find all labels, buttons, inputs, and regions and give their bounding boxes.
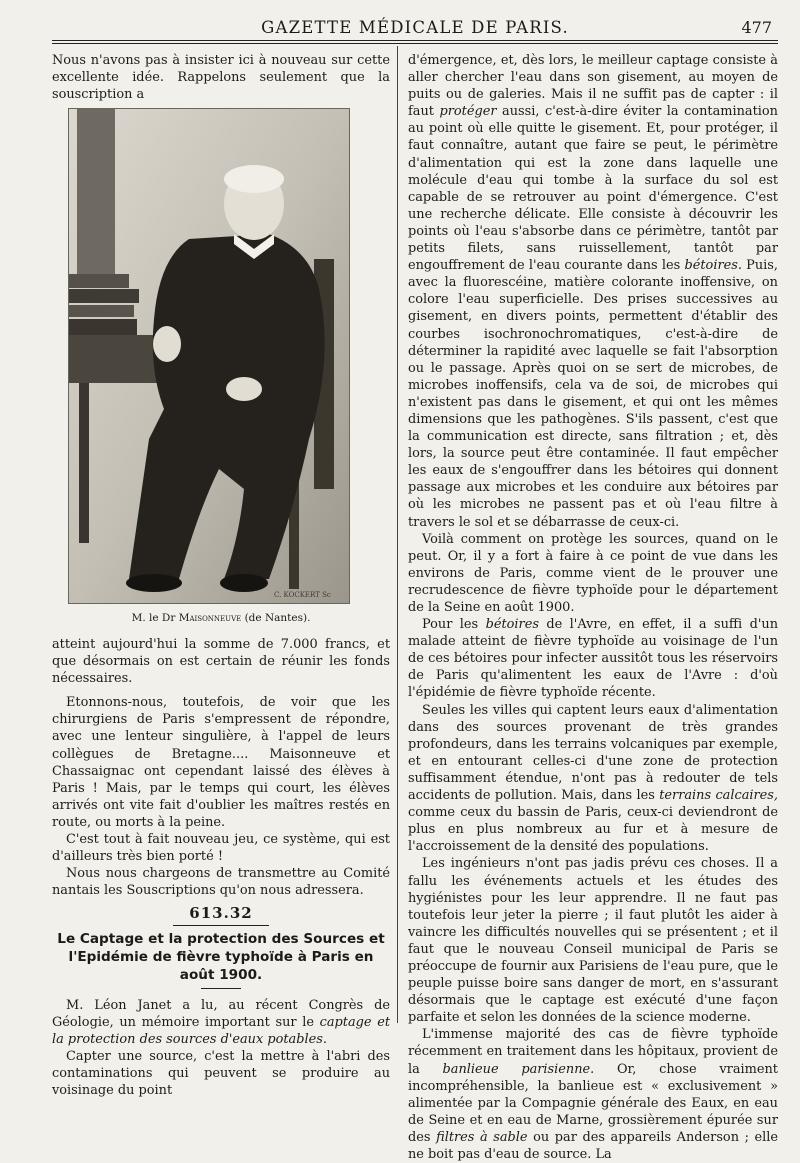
- portrait-photo: [68, 108, 350, 604]
- portrait-illustration: [69, 109, 349, 603]
- caption-prefix: M. le Dr: [131, 612, 176, 624]
- left-column-body: [52, 636, 390, 1099]
- article-paragraph: Capter une source, c'est la mettre à l'abri des contaminations qui peuvent se produire au voisinage du point: [52, 1048, 390, 1098]
- text-run: Or, chose vraiment incompréhensible, la banlieue est « exclusivement » alimentée par la Compagnie générale des Eaux, en eau de Seine et en eau de Marne, grossièrement épurée sur des: [408, 1061, 778, 1145]
- paragraph: C'est tout à fait nouveau jeu, ce système, qui est d'ailleurs très bien porté !: [52, 832, 390, 865]
- article-text: M. Léon Janet a lu, au récent Congrès de Géologie, un mémoire important sur le: [52, 997, 390, 1030]
- text-run: d'émergence, et, dès lors, le meilleur captage consiste à aller chercher l'eau dans son gisement, au moyen de puits ou de galeries. Mais il ne suffit pas de capter : il faut: [408, 53, 778, 120]
- section-rule: [173, 925, 269, 926]
- engraver-signature: C. KOCKERT Sc: [274, 591, 331, 599]
- intro-text: Nous n'avons pas à insister ici à nouveau sur cette excellente idée. Rappelons seulement que la souscription a: [52, 53, 390, 103]
- article-title: Le Captage et la protection des Sources et l'Epidémie de fièvre typhoïde à Paris en août 1900.: [57, 930, 385, 983]
- paragraph: Nous nous chargeons de transmettre au Comité nantais les Souscriptions qu'on nous adressera.: [52, 866, 390, 899]
- italic-run: bétoires: [485, 617, 539, 633]
- text-run: Puis, avec la fluorescéine, matière colorante inoffensive, on colore l'eau superficielle. Des prises successives au gisement, en divers points, permettent d'établir des courbes isochronochromatiques, c'est-à-dire de déterminer la rapidité avec laquelle se fait l'absorption ou le passage. Après quoi on se sert de microbes, de microbes inoffensifs, cela va de soi, de microbes qui n'existent pas dans le gisement, et qui ont les mêmes dimensions que les pathogènes. S'ils passent, c'est que la communication est directe, sans filtration ; et, dès lors, la source peut être contaminée. Il faut empêcher les eaux de s'engouffrer dans les bétoires qui donnent passage aux microbes et les conduire aux bétoires par où les microbes ne passent pas et où l'eau filtre à travers le sol et se débarrasse de ceux-ci.: [408, 258, 778, 530]
- italic-run: banlieue parisienne.: [442, 1061, 595, 1077]
- text-run: de l'Avre, en effet, il a suffi d'un malade atteint de fièvre typhoïde au voisinage de l'un de ces bétoires pour infecter aussitôt tous les réservoirs de Paris qu'alimentent les eaux de l'Avre : d'où l'épidémie de fièvre typhoïde récente.: [408, 617, 779, 701]
- text-run: ou par des appareils Anderson ; elle ne boit pas d'eau de source. La: [408, 1129, 779, 1162]
- text-run: Seules les villes qui captent leurs eaux d'alimentation dans des sources provenant de très grandes profondeurs, dans les terrains volcaniques par exemple, et en entourant celles-ci d'une zone de protection suffisamment étendue, n'ont pas à redouter de tels accidents de pollution. Mais, dans les: [408, 702, 778, 804]
- journal-title: GAZETTE MÉDICALE DE PARIS.: [261, 18, 569, 37]
- caption-name: Maisonneuve: [178, 612, 242, 624]
- page-header: [52, 14, 778, 40]
- left-column-intro: [52, 52, 390, 103]
- paragraph: [408, 702, 778, 856]
- paragraph: Etonnons-nous, toutefois, de voir que les chirurgiens de Paris s'empressent de répondre, avec une lenteur singulière, à l'appel de leurs collègues de Bretagne.... Maisonneuve et Chassaignac ont cependant laissé des élèves à Paris ! Mais, par le temps qui court, les élèves arrivés ont vite fait d'oublier les maîtres restés en route, ou morts à la peine.: [52, 695, 390, 830]
- paragraph: [408, 616, 778, 701]
- text-run: comme ceux du bassin de Paris, ceux-ci deviendront de plus en plus nombreux au fur et à mesure de l'accroissement de la densité des populations.: [408, 805, 778, 855]
- title-rule: [201, 988, 241, 989]
- section-number: 613.32: [189, 904, 253, 923]
- italic-run: bétoires.: [684, 258, 742, 274]
- column-divider: [397, 46, 398, 1023]
- header-rule-double: [52, 43, 778, 44]
- right-column: [408, 52, 778, 1163]
- photo-caption: [52, 612, 390, 624]
- paragraph: [408, 52, 778, 531]
- article-paragraph: [52, 997, 390, 1048]
- italic-run: filtres à sable: [436, 1129, 528, 1145]
- paragraph: Les ingénieurs n'ont pas jadis prévu ces choses. Il a fallu les événements actuels et les études des hygiénistes pour les leur apprendre. Il ne faut pas toutefois leur jeter la pierre ; il faut plutôt les aider à vaincre les difficultés nouvelles qui se présentent ; et il faut que le nouveau Conseil municipal de Paris se préoccupe de fournir aux Parisiens de l'eau pure, que le peuple puisse boire sans danger de mort, en s'assurant désormais que le captage est exécuté d'une façon parfaite et selon les données de la science moderne.: [408, 856, 778, 1026]
- paragraph: [408, 1026, 778, 1163]
- paragraph: atteint aujourd'hui la somme de 7.000 francs, et que désormais on est certain de réunir les fonds nécessaires.: [52, 637, 390, 687]
- page-number: 477: [741, 18, 772, 37]
- italic-run: terrains calcaires,: [659, 788, 779, 804]
- text-run: aussi, c'est-à-dire éviter la contamination au point où elle quitte le gisement. Et, pour protéger, il faut connaître, autant que faire se peut, le périmètre d'alimentation qui est la zone dans laquelle une molécule d'eau qui tombe à la surface du sol est capable de se retrouver au point d'émergence. C'est une recherche délicate. Elle consiste à découvrir les points où l'eau s'absorbe dans ce périmètre, tantôt par petits filets, sans ruissellement, tantôt par engouffrement de l'eau courante dans les: [408, 104, 778, 274]
- text-run: L'immense majorité des cas de fièvre typhoïde récemment en traitement dans les hôpitaux, provient de la: [408, 1027, 778, 1077]
- article-italic: captage et la protection des sources d'eaux potables.: [52, 1014, 391, 1047]
- header-rule: [52, 40, 778, 41]
- caption-suffix: (de Nantes).: [244, 612, 311, 624]
- paragraph: Voilà comment on protège les sources, quand on le peut. Or, il y a fort à faire à ce point de vue dans les environs de Paris, comme vient de le prouver une recrudescence de fièvre typhoïde pour le département de la Seine en août 1900.: [408, 531, 778, 615]
- italic-run: protéger: [439, 104, 497, 120]
- text-run: Pour les: [422, 617, 486, 633]
